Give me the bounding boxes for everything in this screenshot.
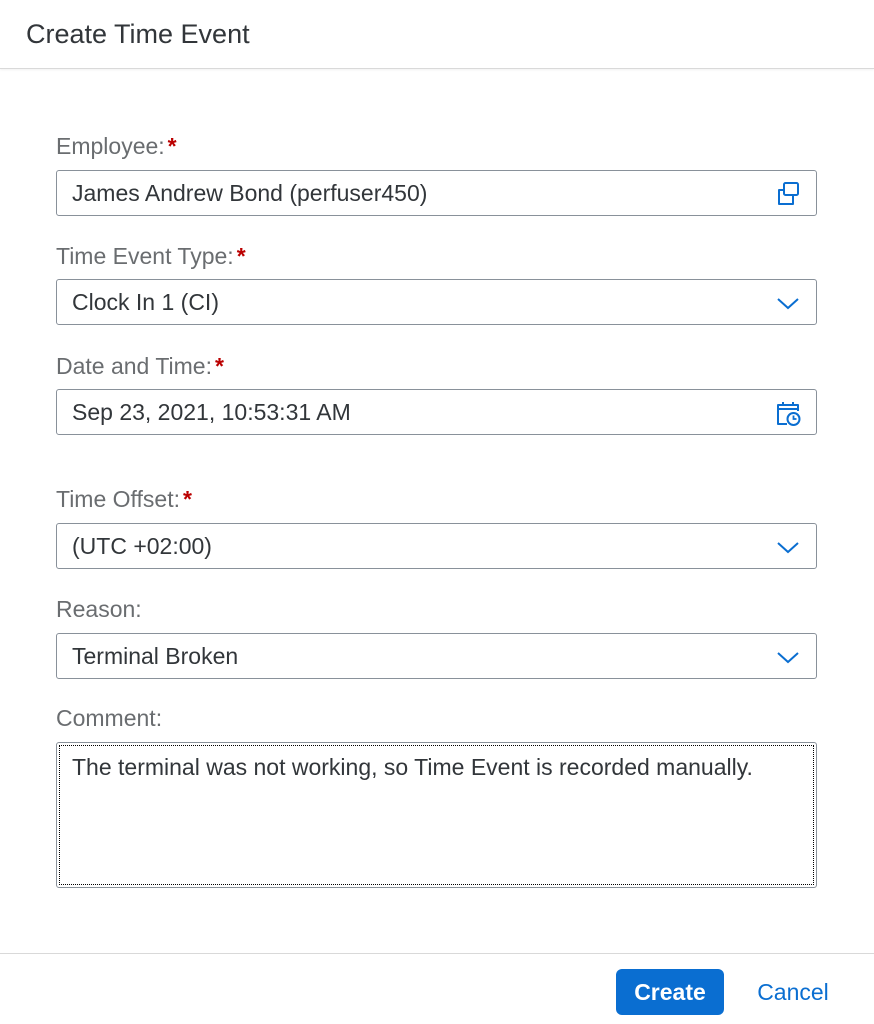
time-offset-label-text: Time Offset: — [56, 486, 180, 512]
dialog-footer — [0, 953, 874, 1024]
employee-value: James Andrew Bond (perfuser450) — [72, 180, 428, 206]
create-button[interactable]: Create — [616, 969, 724, 1015]
dialog-header — [0, 0, 874, 69]
reason-value: Terminal Broken — [72, 643, 239, 669]
reason-label — [56, 595, 142, 623]
dialog-title: Create Time Event — [26, 19, 250, 49]
reason-label-text: Reason: — [56, 596, 142, 622]
time-event-type-label-text: Time Event Type: — [56, 243, 234, 269]
date-time-label — [56, 352, 224, 380]
time-offset-value: (UTC +02:00) — [72, 533, 212, 559]
time-offset-label — [56, 485, 192, 513]
time-event-type-label — [56, 242, 246, 270]
time-event-type-select[interactable] — [56, 279, 817, 325]
employee-label-text: Employee: — [56, 133, 165, 159]
chevron-down-icon[interactable] — [774, 533, 802, 561]
required-asterisk: * — [182, 486, 192, 512]
comment-label — [56, 704, 162, 732]
time-event-type-value: Clock In 1 (CI) — [72, 289, 219, 315]
date-time-input[interactable] — [56, 389, 817, 435]
reason-select[interactable] — [56, 633, 817, 679]
calendar-clock-icon[interactable] — [774, 399, 802, 427]
employee-label — [56, 132, 177, 160]
required-asterisk: * — [167, 133, 177, 159]
time-offset-select[interactable] — [56, 523, 817, 569]
required-asterisk: * — [236, 243, 246, 269]
value-help-icon[interactable] — [774, 180, 802, 208]
date-time-value: Sep 23, 2021, 10:53:31 AM — [72, 399, 351, 425]
comment-textarea[interactable] — [56, 742, 817, 888]
employee-input[interactable] — [56, 170, 817, 216]
chevron-down-icon[interactable] — [774, 289, 802, 317]
chevron-down-icon[interactable] — [774, 643, 802, 671]
comment-value: The terminal was not working, so Time Event is recorded manually. — [72, 754, 753, 780]
cancel-button[interactable]: Cancel — [757, 979, 829, 1005]
comment-label-text: Comment: — [56, 705, 163, 731]
date-time-label-text: Date and Time: — [56, 353, 212, 379]
required-asterisk: * — [214, 353, 224, 379]
